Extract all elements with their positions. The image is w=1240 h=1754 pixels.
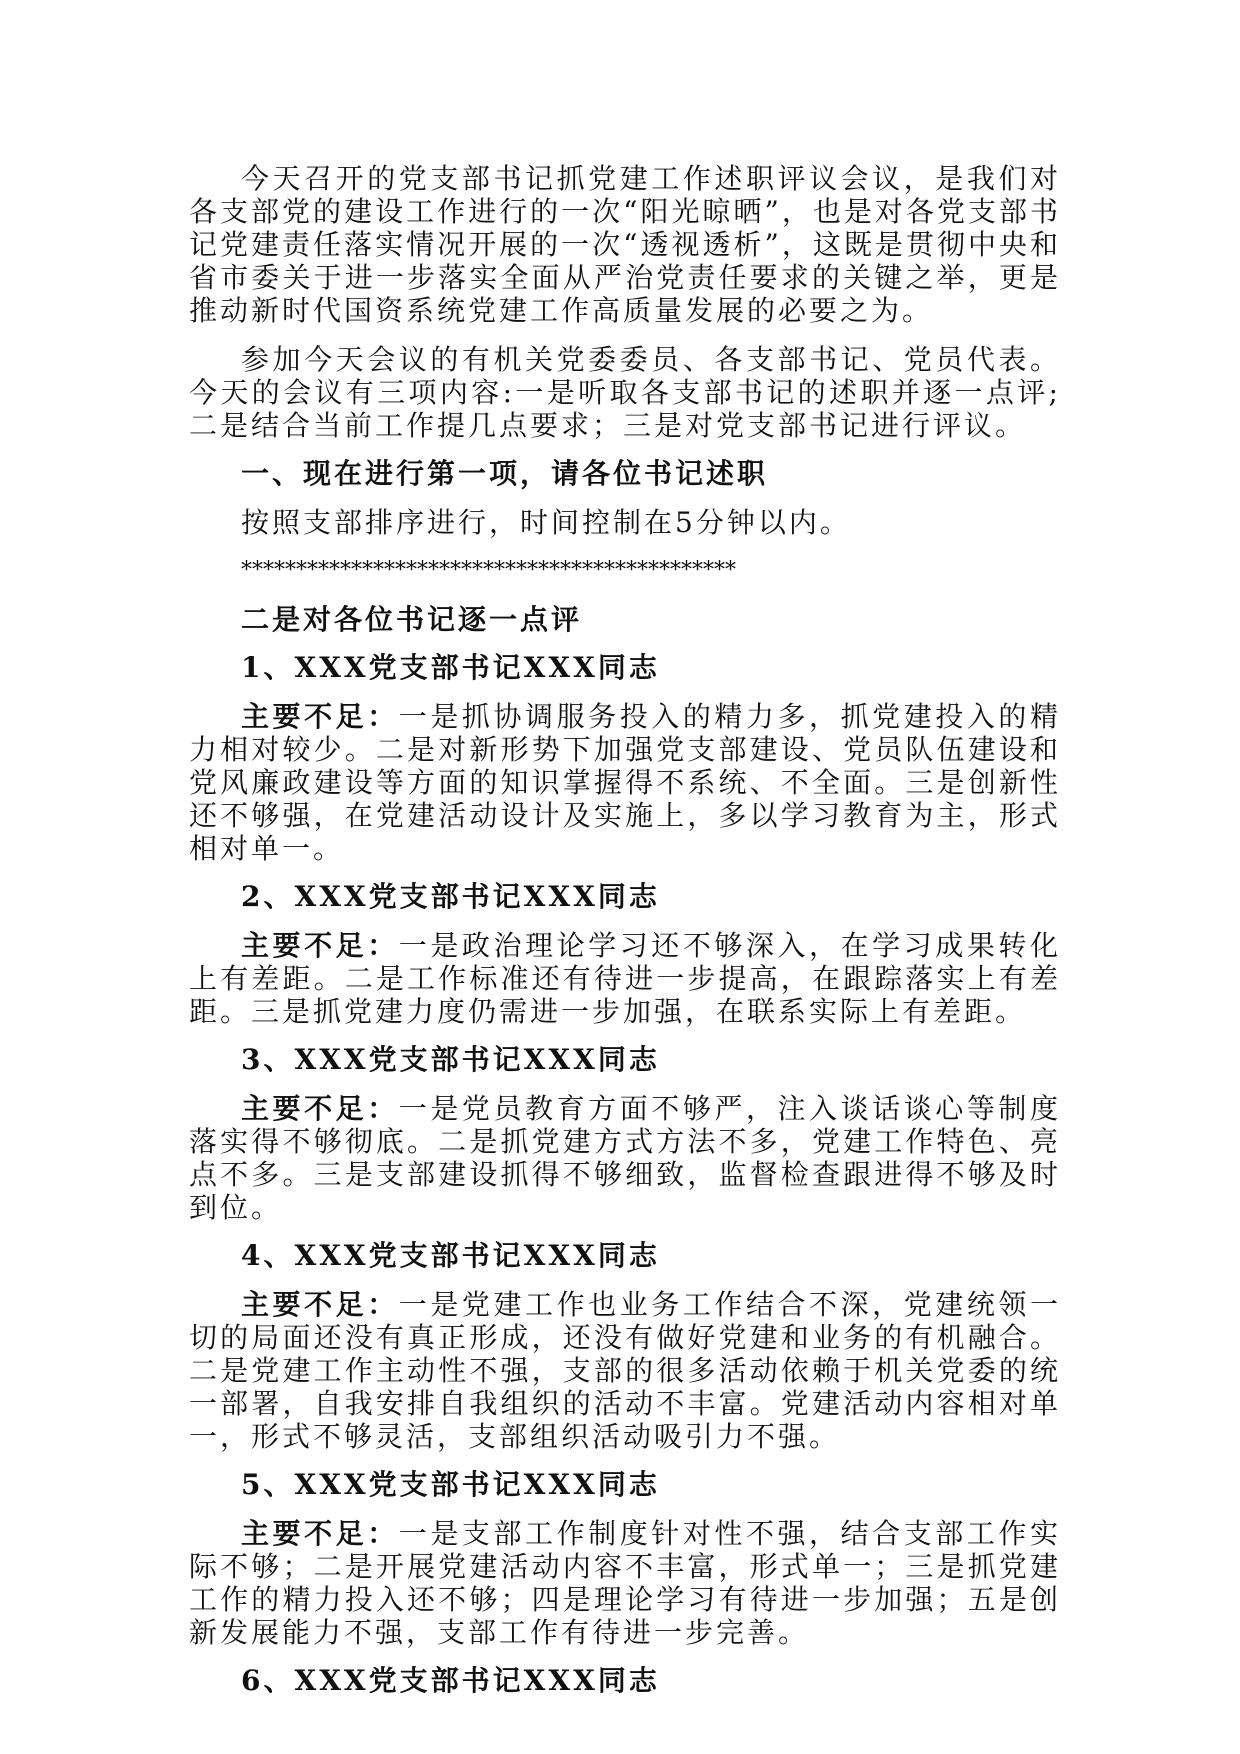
shortcoming-text: 一是党员教育方面不够严，注入谈话谈心等制度落实得不够彻底。二是抓党建方式方法不多，党建工作特色、亮点不多。三是支部建设抓得不够细致，监督检查跟进得不够及时到位。 <box>189 1091 1061 1224</box>
shortcoming-text: 一是支部工作制度针对性不强，结合支部工作实际不够；二是开展党建活动内容不丰富，形式单一；三是抓党建工作的精力投入还不够；四是理论学习有待进一步加强；五是创新发展能力不强，支部工作有待进一步完善。 <box>189 1516 1061 1649</box>
item-text-3 <box>189 1092 1061 1224</box>
shortcoming-label: 主要不足： <box>241 699 399 733</box>
item-title-6: 6、XXX党支部书记XXX同志 <box>241 1664 660 1697</box>
section2-heading: 二是对各位书记逐一点评 <box>241 602 583 636</box>
shortcoming-text: 一是政治理论学习还不够深入，在学习成果转化上有差距。二是工作标准还有待进一步提高，在跟踪落实上有差距。三是抓党建力度仍需进一步加强，在联系实际上有差距。 <box>189 928 1061 1028</box>
intro-paragraph-1: 今天召开的党支部书记抓党建工作述职评议会议，是我们对各支部党的建设工作进行的一次“阳光晾晒”，也是对各党支部书记党建责任落实情况开展的一次“透视透析”，这既是贯彻中央和省市委关于进一步落实全面从严治党责任要求的关键之举，更是推动新时代国资系统党建工作高质量发展的必要之为。 <box>189 162 1061 327</box>
item-title-3: 3、XXX党支部书记XXX同志 <box>241 1043 660 1076</box>
separator-stars: ********************************************* <box>241 558 736 583</box>
shortcoming-text: 一是党建工作也业务工作结合不深，党建统领一切的局面还没有真正形成，还没有做好党建和业务的有机融合。二是党建工作主动性不强，支部的很多活动依赖于机关党委的统一部署，自我安排自我组织的活动不丰富。党建活动内容相对单一，形式不够灵活，支部组织活动吸引力不强。 <box>189 1287 1061 1453</box>
document-page <box>189 162 1061 1713</box>
shortcoming-label: 主要不足： <box>241 928 399 962</box>
shortcoming-label: 主要不足： <box>241 1091 399 1125</box>
item-title-4: 4、XXX党支部书记XXX同志 <box>241 1239 660 1272</box>
item-title-2: 2、XXX党支部书记XXX同志 <box>241 880 660 913</box>
section1-heading: 一、现在进行第一项，请各位书记述职 <box>241 457 769 490</box>
shortcoming-text: 一是抓协调服务投入的精力多，抓党建投入的精力相对较少。二是对新形势下加强党支部建设、党员队伍建设和党风廉政建设等方面的知识掌握得不系统、不全面。三是创新性还不够强，在党建活动设计及实施上，多以学习教育为主，形式相对单一。 <box>189 699 1061 865</box>
item-text-2 <box>189 929 1061 1028</box>
shortcoming-label: 主要不足： <box>241 1287 399 1321</box>
section1-text: 按照支部排序进行，时间控制在5分钟以内。 <box>241 505 851 539</box>
item-text-5 <box>189 1517 1061 1649</box>
item-title-5: 5、XXX党支部书记XXX同志 <box>241 1468 660 1501</box>
item-text-4 <box>189 1288 1061 1453</box>
item-title-1: 1、XXX党支部书记XXX同志 <box>241 651 660 684</box>
intro-paragraph-2: 参加今天会议的有机关党委委员、各支部书记、党员代表。今天的会议有三项内容:一是听取各支部书记的述职并逐一点评;二是结合当前工作提几点要求；三是对党支部书记进行评议。 <box>189 342 1061 442</box>
shortcoming-label: 主要不足： <box>241 1516 399 1550</box>
item-text-1 <box>189 700 1061 865</box>
